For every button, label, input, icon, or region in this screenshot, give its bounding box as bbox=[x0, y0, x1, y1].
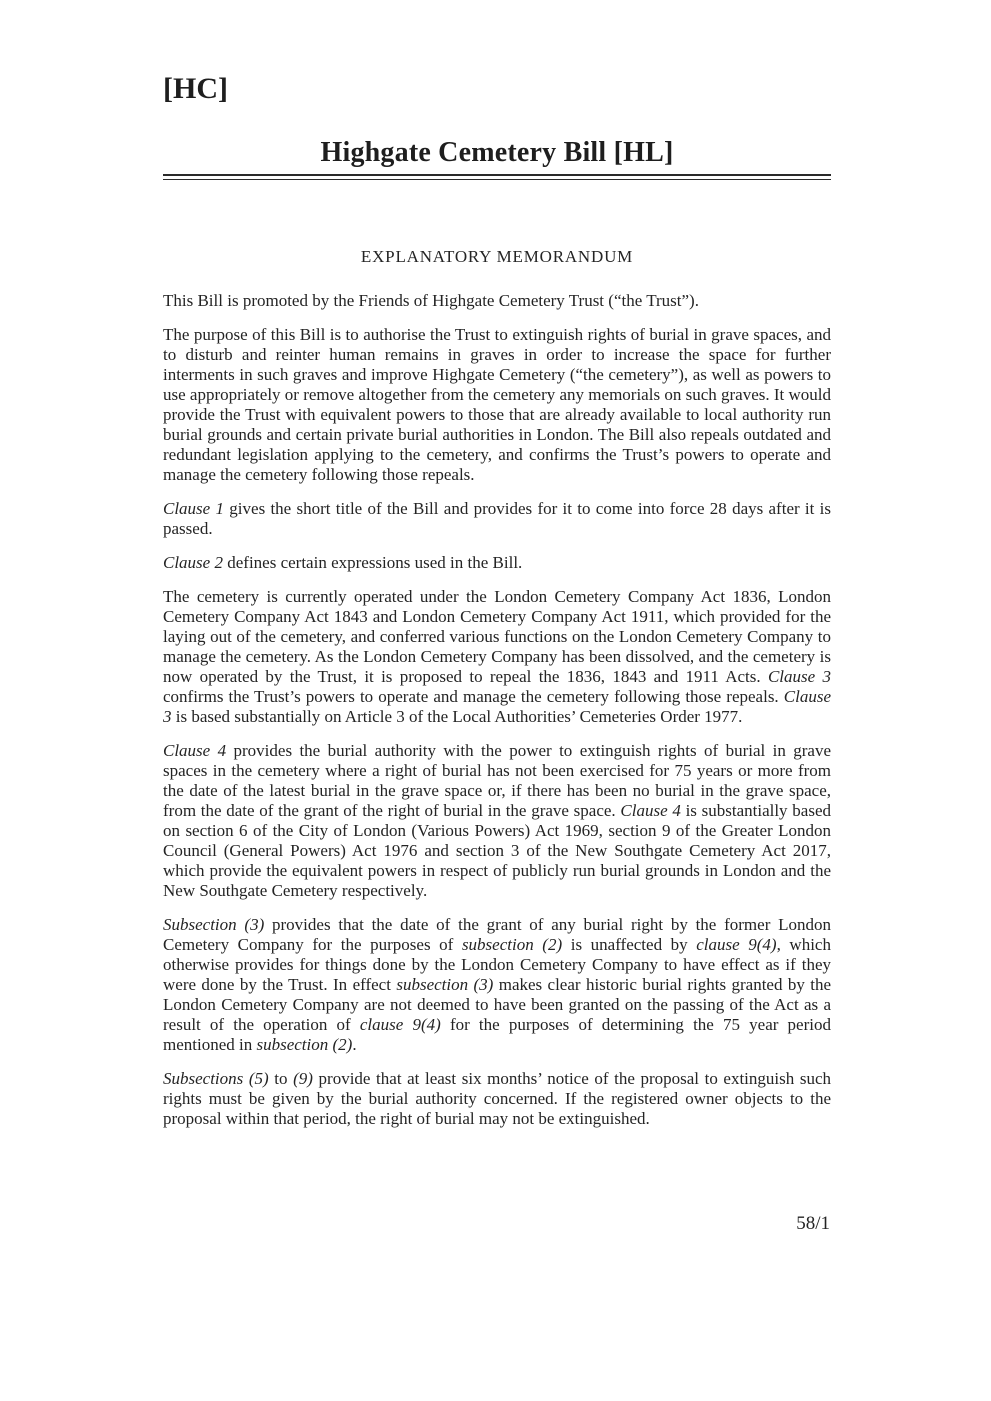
italic-run: Clause 3 bbox=[767, 667, 831, 687]
text-run: gives the short title of the Bill and provides for it to come into force 28 days after it is passed. bbox=[163, 499, 831, 539]
text-run: confirms the Trust’s powers to operate and manage the cemetery following those repeals. bbox=[163, 687, 784, 707]
italic-run: subsection (2) bbox=[461, 935, 563, 955]
text-run: provides the burial authority with the power to extinguish rights of burial in grave spaces in the cemetery where a right of burial has not been exercised for 75 years or more from the date of the latest burial in the grave space or, if there has been no burial in the grave space, from the date of the grant of the right of burial in the grave space. bbox=[163, 741, 831, 821]
text-run: The purpose of this Bill is to authorise the Trust to extinguish rights of burial in grave spaces, and to disturb and reinter human remains in graves in order to increase the space for further interments in such graves and improve Highgate Cemetery (“the cemetery”), as well as powers to use appropriately or remove altogether from the cemetery any memorials on such graves. It would provide the Trust with equivalent powers to those that are already available to local authority run burial grounds and certain private burial authorities in London. The Bill also repeals outdated and redundant legislation applying to the cemetery, and confirms the Trust’s powers to operate and manage the cemetery following those repeals. bbox=[163, 325, 831, 485]
page-number: 58/1 bbox=[796, 1213, 830, 1234]
paragraph bbox=[163, 553, 831, 573]
bill-title: Highgate Cemetery Bill [HL] bbox=[320, 137, 674, 168]
text-run: is unaffected by bbox=[562, 935, 697, 955]
italic-run: clause 9(4) bbox=[359, 1015, 441, 1035]
text-run: . bbox=[352, 1035, 357, 1055]
italic-run: Clause 3 bbox=[163, 687, 831, 727]
content-column bbox=[163, 0, 831, 1143]
italic-run: Clause 1 bbox=[163, 499, 225, 519]
paragraph bbox=[163, 325, 831, 485]
paragraph bbox=[163, 1069, 831, 1129]
text-run: The cemetery is currently operated under the London Cemetery Company Act 1836, London Cemetery Company Act 1843 and London Cemetery Company Act 1911, which provided for the laying out of the cemetery, and conferred various functions on the London Cemetery Company to manage the cemetery. As the London Cemetery Company has been dissolved, and the cemetery is now operated by the Trust, it is proposed to repeal the 1836, 1843 and 1911 Acts. bbox=[163, 587, 831, 687]
italic-run: subsection (2) bbox=[256, 1035, 353, 1055]
paragraph bbox=[163, 915, 831, 1055]
text-run: for the purposes of determining the 75 year period mentioned in bbox=[163, 1015, 831, 1055]
text-run: is based substantially on Article 3 of the Local Authorities’ Cemeteries Order 1977. bbox=[171, 707, 743, 727]
italic-run: Clause 2 bbox=[163, 553, 223, 573]
italic-run: Subsection (3) bbox=[163, 915, 265, 935]
section-heading: EXPLANATORY MEMORANDUM bbox=[360, 247, 634, 267]
italic-run: subsection (3) bbox=[396, 975, 494, 995]
text-run: defines certain expressions used in the Bill. bbox=[222, 553, 523, 573]
italic-run: Subsections (5) bbox=[163, 1069, 269, 1089]
italic-run: Clause 4 bbox=[620, 801, 681, 821]
paragraph bbox=[163, 499, 831, 539]
house-marker: [HC] bbox=[163, 72, 228, 105]
text-run: provide that at least six months’ notice of the proposal to extinguish such rights must be given by the burial authority concerned. If the registered owner objects to the proposal within that period, the right of burial may not be extinguished. bbox=[163, 1069, 832, 1129]
paragraph bbox=[163, 291, 831, 311]
text-run: This Bill is promoted by the Friends of Highgate Cemetery Trust (“the Trust”). bbox=[163, 291, 699, 311]
text-run: to bbox=[268, 1069, 294, 1089]
italic-run: (9) bbox=[293, 1069, 313, 1089]
text-run: is substantially based on section 6 of the City of London (Various Powers) Act 1969, section 9 of the Greater London Council (General Powers) Act 1976 and section 3 of the New Southgate Cemetery Act 2017, which provide the equivalent powers in respect of publicly run burial grounds in London and the New Southgate Cemetery respectively. bbox=[163, 801, 831, 901]
title-double-rule bbox=[163, 174, 831, 180]
text-run: makes clear historic burial rights granted by the London Cemetery Company are not deemed to have been granted on the passing of the Act as a result of the operation of bbox=[163, 975, 832, 1035]
text-run: provides that the date of the grant of any burial right by the former London Cemetery Company for the purposes of bbox=[163, 915, 831, 955]
italic-run: clause 9(4) bbox=[696, 935, 777, 955]
italic-run: Clause 4 bbox=[163, 741, 227, 761]
text-run: , which otherwise provides for things done by the London Cemetery Company to have effect as if they were done by the Trust. In effect bbox=[163, 935, 831, 995]
paragraph bbox=[163, 741, 831, 901]
memorandum-body bbox=[163, 291, 831, 1129]
paragraph bbox=[163, 587, 831, 727]
